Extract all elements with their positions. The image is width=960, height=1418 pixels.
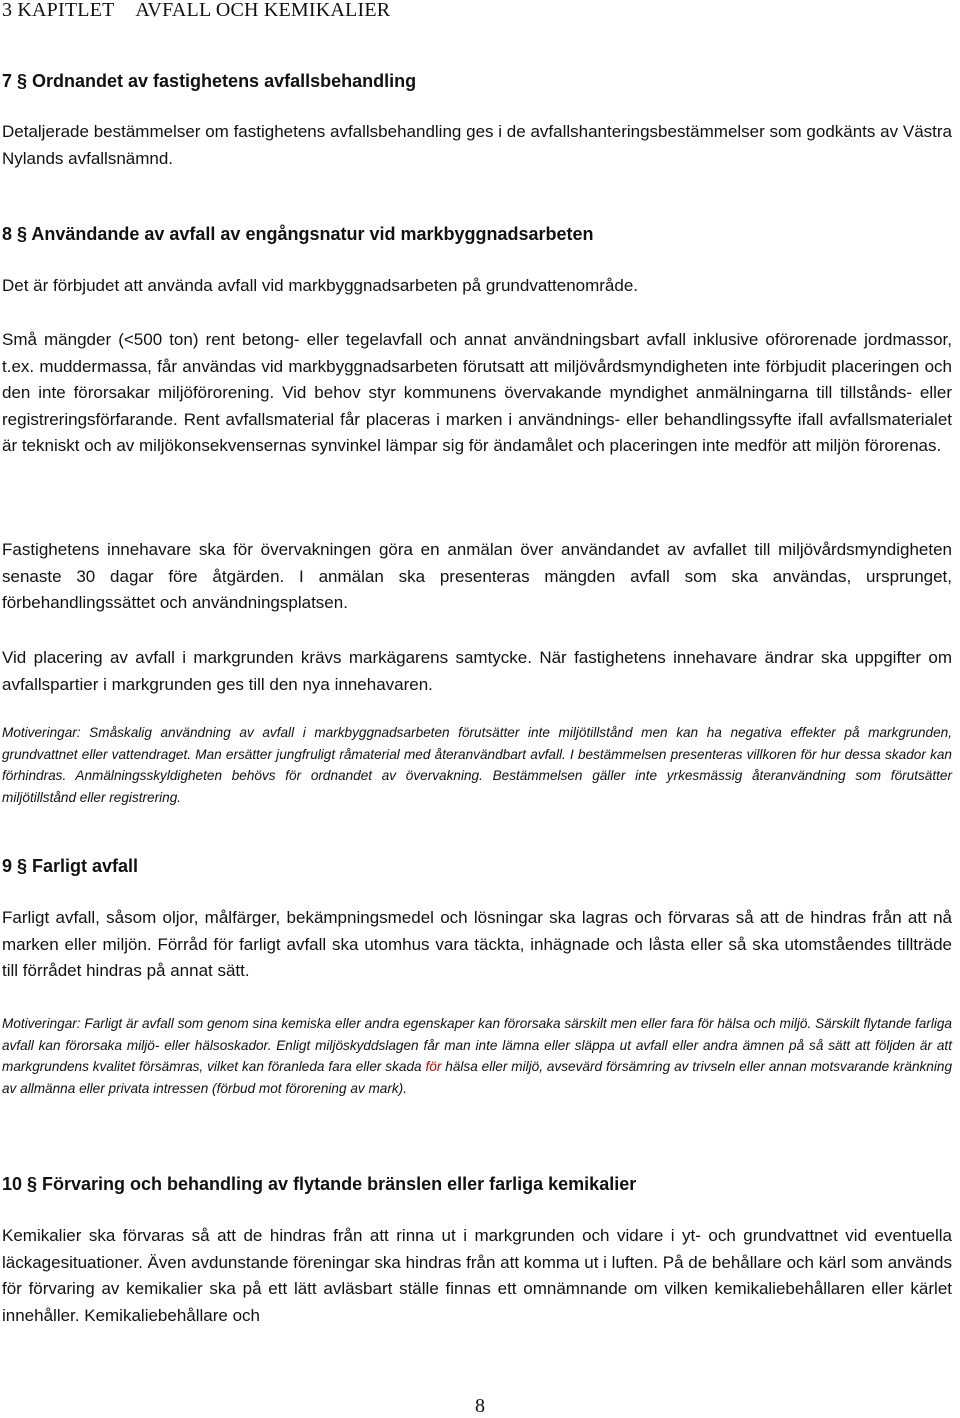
section-9-motivation-part-a: Motiveringar: Farligt är avfall som genom sina kemiska eller andra egenskaper kan förorsaka särskilt men eller fara för hälsa och miljö. Särskilt flytande farliga avfall kan förorsaka miljö- eller hälsoskador. Enligt miljöskyddslagen får man inte lämna eller släppa ut avfall eller andra ämnen på så sätt att följden är att markgrundens kvalitet försämras, vilket kan föranleda fara eller skada — [2, 1016, 952, 1074]
section-9-motivation-red-word: för — [425, 1059, 442, 1074]
section-7-heading: 7 § Ordnandet av fastighetens avfallsbehandling — [2, 71, 417, 91]
section-9-motivation-part-b: hälsa eller miljö, avsevärd försämring av trivseln eller annan motsvarande kränkning av allmänna eller privata intressen (förbud mot förorening av mark). — [2, 1059, 953, 1096]
section-7-paragraph-1: Detaljerade bestämmelser om fastighetens avfallsbehandling ges i de avfallshanteringsbestämmelser som godkänts av Västra Nylands avfallsnämnd. — [2, 122, 952, 168]
section-8-paragraph-1: Det är förbjudet att använda avfall vid markbyggnadsarbeten på grundvattenområde. — [2, 276, 639, 295]
section-9-paragraph-1: Farligt avfall, såsom oljor, målfärger, bekämpningsmedel och lösningar ska lagras och förvaras så att de hindras från att nå marken eller miljön. Förråd för farligt avfall ska utomhus vara täckta, inhägnade och låsta eller så ska utomståendes tillträde till förrådet hindras på annat sätt. — [2, 908, 952, 980]
section-8-paragraph-2: Små mängder (<500 ton) rent betong- eller tegelavfall och annat användningsbart avfall inklusive oförorenade jordmassor, t.ex. muddermassa, får användas vid markbyggnadsarbeten förutsatt att miljövårdsmyndigheten inte förbjudit placeringen och den inte förorsakar miljöförorening. Vid behov styr kommunens övervakande myndighet anmälningarna till tillstånds- eller registreringsförfarande. Rent avfallsmaterial får placeras i marken i användnings- eller behandlingssyfte ifall avfallsmaterialet är tekniskt och av miljökonsekvensernas synvinkel lämpar sig för ändamålet och placeringen inte medför att miljön förorenas. — [2, 330, 952, 455]
section-10-paragraph-1: Kemikalier ska förvaras så att de hindras från att rinna ut i markgrunden och vidare i yt- och grundvattnet vid eventuella läckagesituationer. Även avdunstande föreningar ska hindras från att komma ut i luften. På de behållare och kärl som används för förvaring av kemikalier ska på ett lätt avläsbart ställe finnas ett omnämnande om vilken kemikaliebehållaren eller kärlet innehåller. Kemikaliebehållare och — [2, 1226, 952, 1325]
section-8-motivation: Motiveringar: Småskalig användning av avfall i markbyggnadsarbeten förutsätter inte miljötillstånd men kan ha negativa effekter på markgrunden, grundvattnet eller vattendraget. Man ersätter jungfruligt råmaterial med återanvändbart avfall. I bestämmelsen presenteras villkoren för hur dessa skador kan förhindras. Anmälningsskyldigheten behövs för ordnandet av övervakning. Bestämmelsen gäller inte yrkesmässig återanvändning som förutsätter miljötillstånd eller registrering. — [2, 725, 952, 805]
section-8-heading: 8 § Användande av avfall av engångsnatur vid markbyggnadsarbeten — [2, 224, 594, 244]
chapter-name: AVFALL OCH KEMIKALIER — [135, 0, 391, 21]
section-10-heading: 10 § Förvaring och behandling av flytande bränslen eller farliga kemikalier — [2, 1174, 637, 1194]
section-9-motivation — [2, 1013, 952, 1099]
chapter-number: 3 KAPITLET — [2, 0, 115, 21]
page-number: 8 — [475, 1395, 485, 1417]
chapter-title — [2, 0, 390, 22]
section-8-paragraph-4: Vid placering av avfall i markgrunden krävs markägarens samtycke. När fastighetens innehavare ändrar ska uppgifter om avfallspartier i markgrunden ges till den nya innehavaren. — [2, 648, 952, 694]
section-9-heading: 9 § Farligt avfall — [2, 856, 139, 876]
section-8-paragraph-3: Fastighetens innehavare ska för övervakningen göra en anmälan över användandet av avfallet till miljövårdsmyndigheten senaste 30 dagar före åtgärden. I anmälan ska presenteras mängden avfall som ska användas, ursprunget, förbehandlingssättet och användningsplatsen. — [2, 540, 952, 612]
